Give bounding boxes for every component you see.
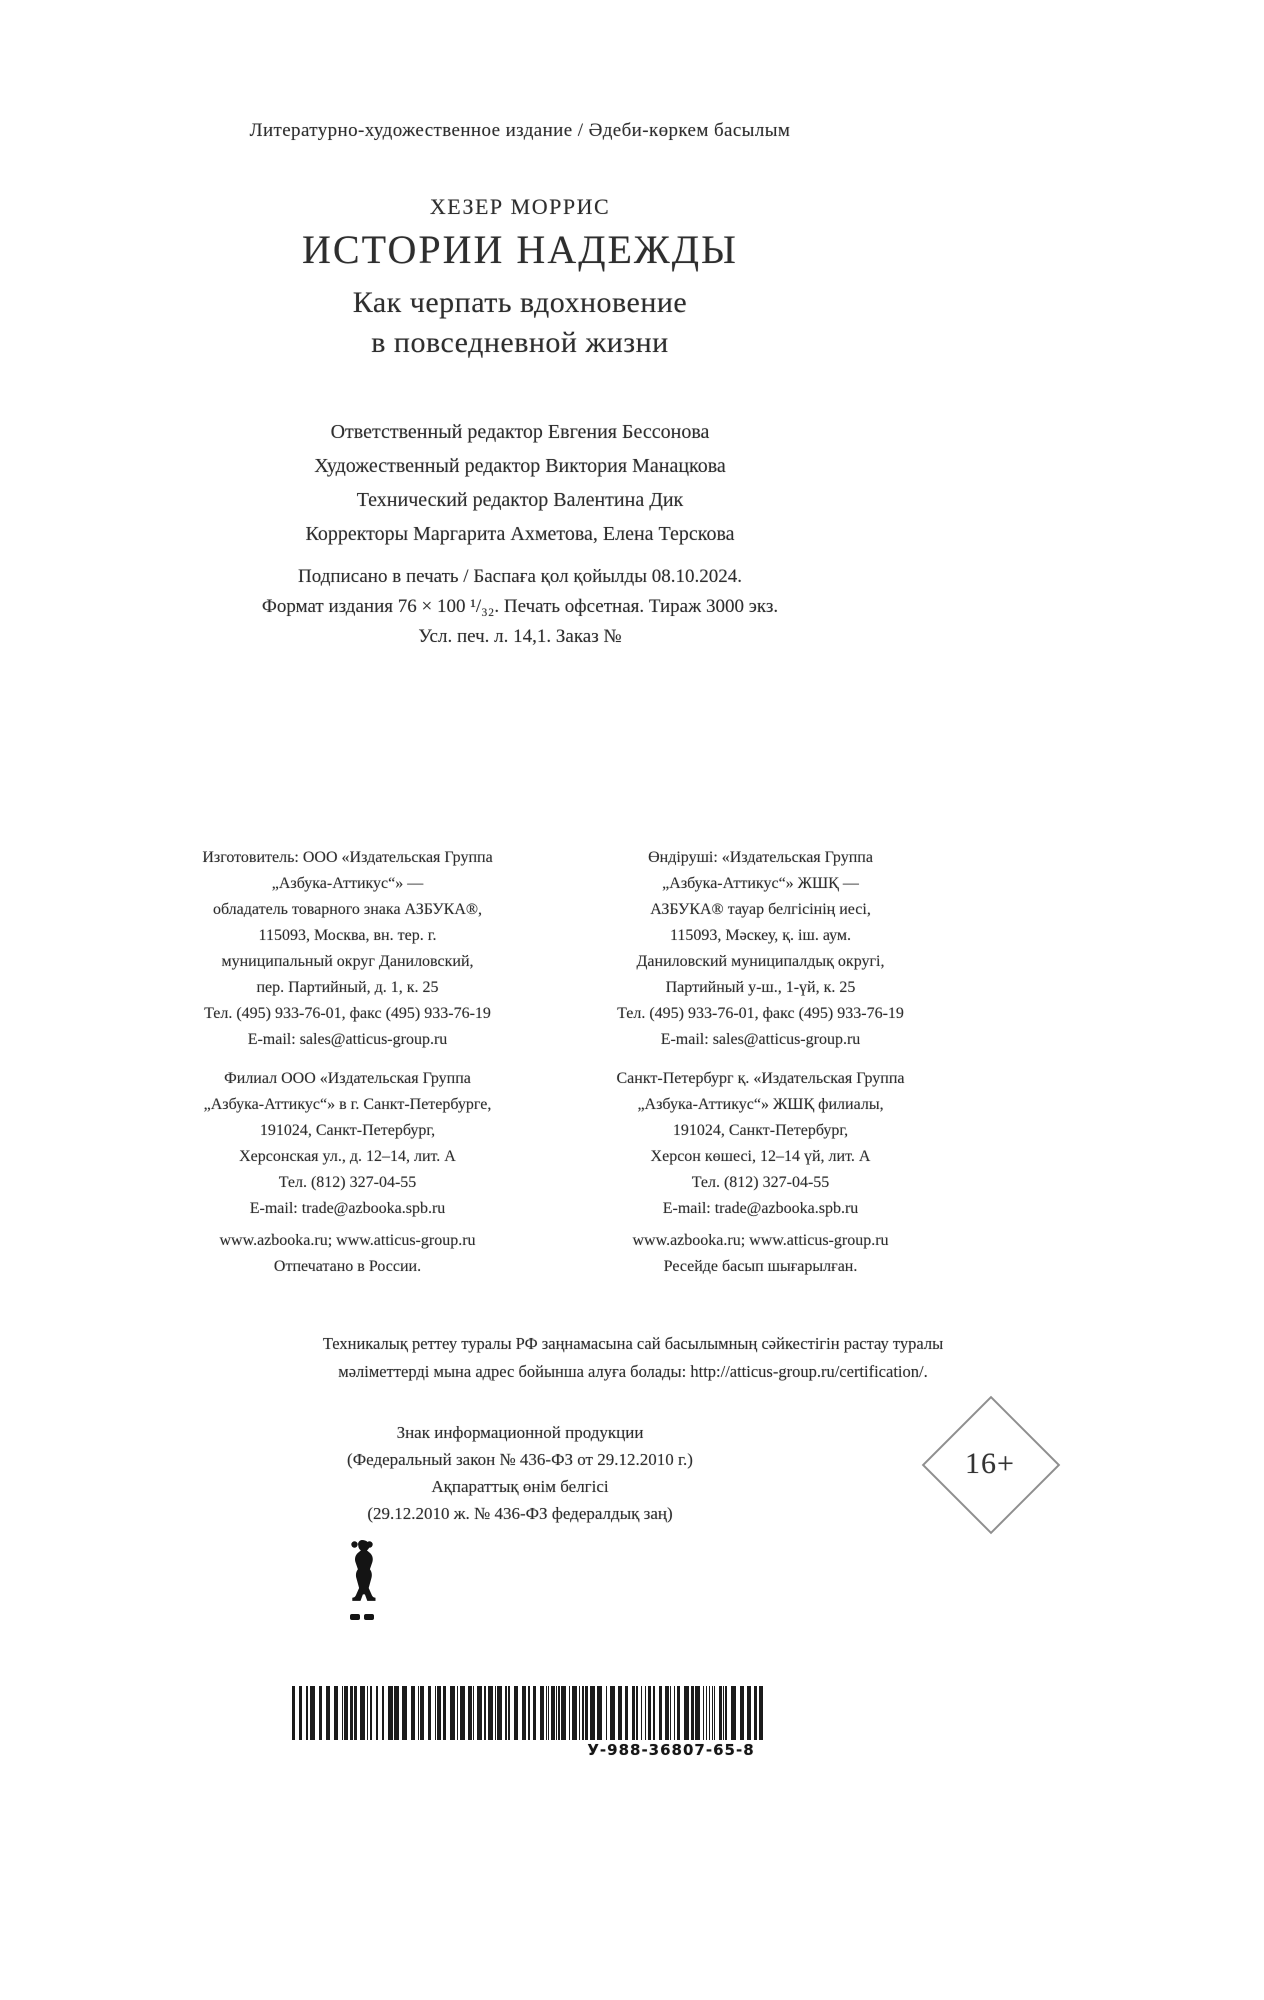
manufacturer-kz-block bbox=[548, 845, 973, 1053]
manufacturer-ru-block bbox=[150, 845, 545, 1053]
text-line: Изготовитель: ООО «Издательская Группа bbox=[202, 849, 493, 866]
text-line: Ақпараттық өнім белгісі bbox=[431, 1477, 609, 1496]
text-line: „Азбука-Аттикус“» ЖШҚ филиалы, bbox=[637, 1096, 884, 1113]
text-line: Формат издания 76 × 100 ¹/₃₂. Печать офсетная. Тираж 3000 экз. bbox=[261, 596, 779, 617]
book-title: ИСТОРИИ НАДЕЖДЫ bbox=[302, 227, 738, 272]
text-line: „Азбука-Аттикус“» в г. Санкт-Петербурге, bbox=[203, 1096, 492, 1113]
text-line: Тел. (812) 327-04-55 bbox=[691, 1174, 830, 1191]
text-line: Өндіруші: «Издательская Группа bbox=[648, 849, 873, 866]
text-line: E-mail: sales@atticus-group.ru bbox=[660, 1031, 861, 1048]
text-line: Херсон көшесі, 12–14 үй, лит. А bbox=[650, 1148, 871, 1165]
text-line: Филиал ООО «Издательская Группа bbox=[224, 1070, 471, 1087]
text-line: Партийный у-ш., 1-үй, к. 25 bbox=[665, 979, 856, 996]
text-line: Усл. печ. л. 14,1. Заказ № bbox=[418, 626, 622, 647]
barcode bbox=[292, 1686, 770, 1740]
text-line: E-mail: trade@azbooka.spb.ru bbox=[249, 1200, 446, 1217]
text-line: Херсонская ул., д. 12–14, лит. А bbox=[239, 1148, 456, 1165]
text-line: Ответственный редактор Евгения Бессонова bbox=[330, 421, 710, 443]
certification-note bbox=[168, 1330, 1098, 1386]
info-product-block bbox=[20, 1419, 1020, 1527]
text-line: Художественный редактор Виктория Манацкова bbox=[314, 455, 726, 477]
text-line: пер. Партийный, д. 1, к. 25 bbox=[256, 979, 439, 996]
text-line: Тел. (495) 933-76-01, факс (495) 933-76-19 bbox=[204, 1005, 491, 1022]
text-line: Даниловский муниципалдық округі, bbox=[636, 953, 885, 970]
text-line: (Федеральный закон № 436-ФЗ от 29.12.2010 г.) bbox=[347, 1450, 693, 1469]
text-line: муниципальный округ Даниловский, bbox=[221, 953, 474, 970]
subtitle-line-2: в повседневной жизни bbox=[371, 326, 669, 359]
text-line: Технический редактор Валентина Дик bbox=[356, 489, 684, 511]
text-line: E-mail: sales@atticus-group.ru bbox=[247, 1031, 448, 1048]
text-line: Подписано в печать / Баспаға қол қойылды 08.10.2024. bbox=[298, 566, 742, 587]
text-line: 115093, Мәскеу, қ. іш. аум. bbox=[669, 927, 852, 944]
age-rating-badge bbox=[922, 1396, 1058, 1532]
text-line: мәліметтерді мына адрес бойынша алуға болады: http://atticus-group.ru/certification/. bbox=[338, 1362, 928, 1381]
text-line: „Азбука-Аттикус“» — bbox=[271, 875, 424, 892]
text-line: АЗБУКА® тауар белгісінің иесі, bbox=[650, 901, 871, 918]
website-kz-block bbox=[548, 1228, 973, 1280]
text-line: Санкт-Петербург қ. «Издательская Группа bbox=[616, 1070, 905, 1087]
text-line: E-mail: trade@azbooka.spb.ru bbox=[662, 1200, 859, 1217]
text-line: 115093, Москва, вн. тер. г. bbox=[258, 927, 437, 944]
text-line: Техникалық реттеу туралы РФ заңнамасына сай басылымның сәйкестігін растау туралы bbox=[322, 1334, 944, 1353]
book-subtitle bbox=[20, 283, 1020, 363]
text-line: www.azbooka.ru; www.atticus-group.ru bbox=[219, 1232, 476, 1249]
text-line: Отпечатано в России. bbox=[273, 1258, 422, 1275]
bear-logo-icon bbox=[344, 1538, 380, 1622]
staff-block bbox=[20, 415, 1020, 551]
barcode-code: У-988-36807-65-8 bbox=[587, 1741, 755, 1759]
edition-line: Литературно-художественное издание / Әдеби-көркем басылым bbox=[249, 120, 791, 141]
branch-kz-block bbox=[548, 1066, 973, 1222]
author-name: ХЕЗЕР МОРРИС bbox=[429, 194, 611, 219]
branch-ru-block bbox=[150, 1066, 545, 1222]
text-line: Тел. (495) 933-76-01, факс (495) 933-76-19 bbox=[617, 1005, 904, 1022]
text-line: (29.12.2010 ж. № 436-ФЗ федералдық заң) bbox=[367, 1504, 673, 1523]
text-line: www.azbooka.ru; www.atticus-group.ru bbox=[632, 1232, 889, 1249]
print-run-block bbox=[20, 562, 1020, 652]
text-line: Корректоры Маргарита Ахметова, Елена Терскова bbox=[305, 523, 735, 545]
subtitle-line-1: Как черпать вдохновение bbox=[352, 286, 688, 319]
text-line: обладатель товарного знака АЗБУКА®, bbox=[212, 901, 483, 918]
text-line: 191024, Санкт-Петербург, bbox=[259, 1122, 436, 1139]
text-line: Тел. (812) 327-04-55 bbox=[278, 1174, 417, 1191]
text-line: „Азбука-Аттикус“» ЖШҚ — bbox=[662, 875, 859, 892]
text-line: Ресейде басып шығарылған. bbox=[663, 1258, 858, 1275]
text-line: 191024, Санкт-Петербург, bbox=[672, 1122, 849, 1139]
text-line: Знак информационной продукции bbox=[396, 1423, 644, 1442]
website-ru-block bbox=[150, 1228, 545, 1280]
age-rating-label: 16+ bbox=[965, 1447, 1015, 1480]
